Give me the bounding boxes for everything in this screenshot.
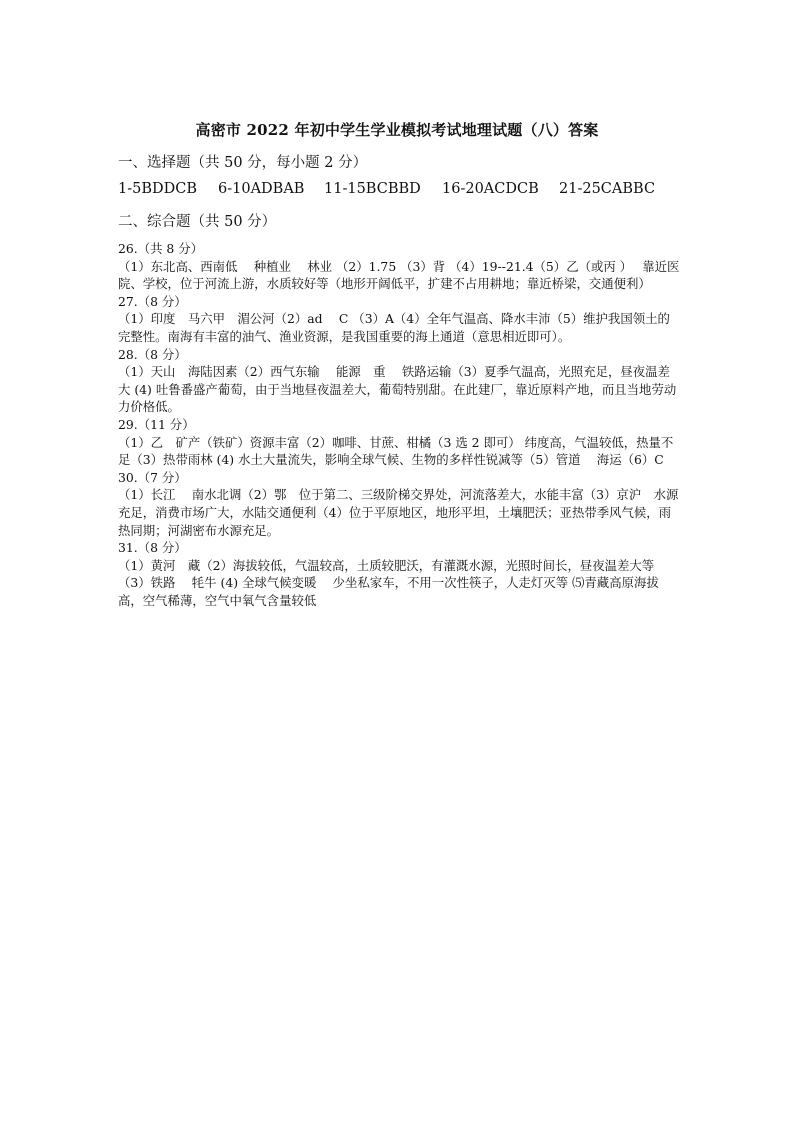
question-26-answer: （1）东北高、西南低 种植业 林业 （2）1.75 （3）背 （4）19--21.4（5）乙（或丙 ） 靠近医院、学校，位于河流上游，水质较好等（地形开阔低平，扩建不占用耕地；靠近桥梁，交通便利） [118, 258, 680, 292]
question-26 [118, 240, 680, 293]
choice-answer-16-20: 16-20ACDCB [442, 181, 539, 197]
section2-heading: 二、综合题（共 50 分） [118, 214, 277, 230]
question-31-answer: （1）黄河 藏（2）海拔较低，气温较高，土质较肥沃，有灌溉水源，光照时间长，昼夜温差大等（3）铁路 牦牛 (4) 全球气候变暖 少坐私家车，不用一次性筷子，人走灯灭等 ⑸青藏高原海拔高，空气稀薄，空气中氧气含量较低 [118, 557, 659, 608]
question-30-header: 30.（7 分） [118, 469, 187, 485]
choice-answer-6-10: 6-10ADBAB [218, 181, 305, 197]
document-title: 高密市 2022 年初中学生学业模拟考试地理试题（八）答案 [195, 121, 599, 139]
question-29-answer: （1）乙 矿产（铁矿）资源丰富（2）咖啡、甘蔗、柑橘（3 选 2 即可） 纬度高，气温较低，热量不足（3）热带雨林 (4) 水土大量流失，影响全球气候、生物的多样性锐减等（5）管道 海运（6）C [118, 434, 674, 468]
question-31-header: 31.（8 分） [118, 540, 187, 556]
question-27-answer: （1）印度 马六甲 湄公河（2）ad C （3）A（4）全年气温高、降水丰沛（5）维护我国领土的完整性。南海有丰富的油气、渔业资源，是我国重要的海上通道（意思相近即可）。 [118, 311, 670, 344]
choice-answer-21-25: 21-25CABBC [559, 181, 656, 197]
section1-heading: 一、选择题（共 50 分，每小题 2 分） [118, 155, 368, 171]
question-28-header: 28.（8 分） [118, 346, 187, 362]
question-28 [118, 346, 680, 416]
choice-answer-11-15: 11-15BCBBD [324, 181, 421, 197]
question-30-answer: （1）长江 南水北调（2）鄂 位于第二、三级阶梯交界处，河流落差大，水能丰富（3）京沪 水源充足，消费市场广大，水陆交通便利（4）位于平原地区，地形平坦，土壤肥沃；亚热带季风气候，雨热同期；河湖密布水源充足。 [118, 487, 679, 538]
question-31 [118, 539, 680, 609]
choice-answers [118, 181, 718, 197]
choice-answer-1-5: 1-5BDDCB [118, 181, 198, 197]
question-27-header: 27.（8 分） [118, 293, 187, 309]
question-30 [118, 469, 680, 539]
question-26-header: 26.（共 8 分） [118, 241, 204, 256]
question-29-header: 29.（11 分） [118, 416, 195, 432]
question-28-answer: （1）天山 海陆因素（2）西气东输 能源 重 铁路运输（3）夏季气温高，光照充足，昼夜温差大 (4) 吐鲁番盛产葡萄，由于当地昼夜温差大，葡萄特别甜。在此建厂，靠近原料产地，而且当地劳动力价格低。 [118, 364, 677, 415]
question-27 [118, 293, 680, 346]
question-29 [118, 416, 680, 469]
comprehensive-answers [118, 240, 680, 609]
